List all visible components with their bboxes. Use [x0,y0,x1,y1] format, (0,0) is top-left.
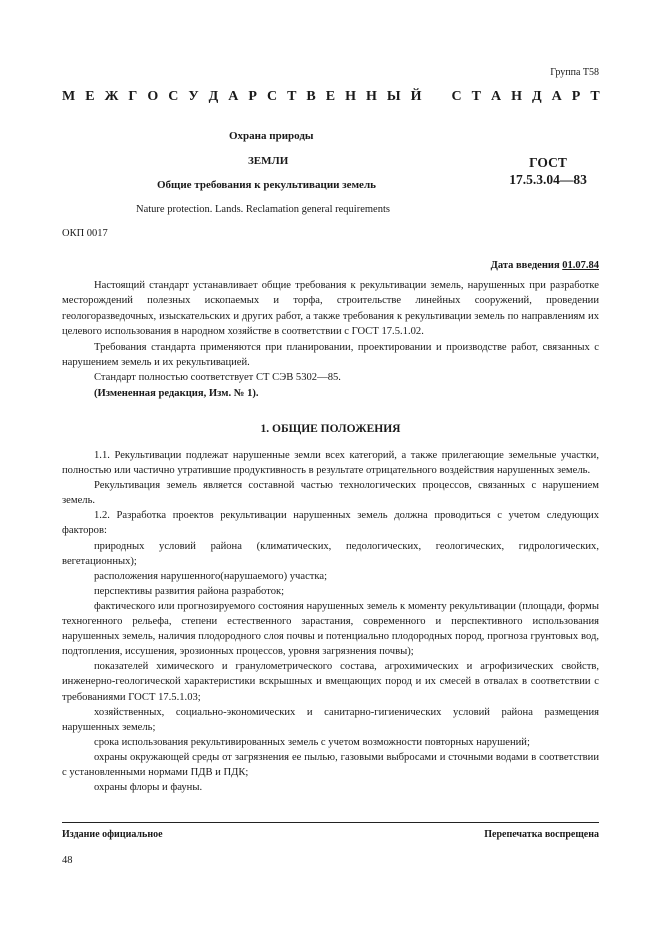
section-paragraph: Рекультивация земель является составной частью технологических процессов, связанных с нарушением земель. [62,480,599,507]
banner-letter: Ж [104,89,119,104]
section-paragraph: перспективы развития района разработок; [94,585,285,597]
banner-letter: Р [571,89,581,104]
title-line2: ЗЕМЛИ [248,155,289,167]
footer-official-edition: Издание официальное [62,829,163,840]
section-paragraph: срока использования рекультивированных земель с учетом возможности повторных нарушений; [94,736,530,748]
footer-reprint-notice: Перепечатка воспрещена [484,829,599,840]
banner-letter: М [62,89,76,104]
standard-banner [62,88,600,106]
gost-number: 17.5.3.04—83 [509,172,587,187]
banner-letter: В [306,89,316,104]
okp-code: ОКП 0017 [62,228,108,239]
banner-letter: А [551,89,562,104]
title-line3: Общие требования к рекультивации земель [157,179,376,191]
section-paragraph: 1.1. Рекультивации подлежат нарушенные земли всех категорий, а также прилегающие земельные участки, полностью или частично утратившие продуктивность в результате отрицательного воздействия нарушенных земель. [62,450,599,477]
banner-letter: С [451,89,462,104]
banner-letter: Е [85,89,95,104]
banner-letter: А [228,89,239,104]
banner-letter: Т [590,89,600,104]
banner-letter: А [491,89,502,104]
section1-text [62,448,599,795]
banner-letter: Д [208,89,219,104]
banner-letter: Т [287,89,297,104]
banner-letter: Ы [386,89,401,104]
group-label: Группа Т58 [550,67,599,78]
intro-paragraph: Настоящий стандарт устанавливает общие требования к рекультивации земель, нарушенных при разработке месторождений полезных ископаемых и торфа, строительстве линейных сооружений, проведении геологоразведочных, изыскательских и других работ, а также требования к рекультивации земель по направлениям их целевого использования в народном хозяйстве в соответствии с ГОСТ 17.5.1.02. [62,280,599,338]
banner-letter: Р [248,89,257,104]
banner-letter: Н [345,89,356,104]
footer-divider [62,822,599,823]
banner-letter: О [147,89,159,104]
section-paragraph: охраны окружающей среды от загрязнения ее пылью, газовыми выбросами и сточными водами в соответствии с установленными нормами ПДВ и ПДК; [62,751,599,778]
banner-letter: Г [128,89,138,104]
banner-letter: Т [471,89,481,104]
page-number: 48 [62,855,73,866]
section-paragraph: 1.2. Разработка проектов рекультивации нарушенных земель должна проводиться с учетом следующих факторов: [62,510,599,537]
banner-letter: С [168,89,179,104]
banner-letter: Е [325,89,336,104]
intro-paragraph: Стандарт полностью соответствует СТ СЭВ 5302—85. [94,372,341,384]
section-paragraph: охраны флоры и фауны. [94,782,203,794]
gost-designation [505,154,591,188]
section-heading: 1. ОБЩИЕ ПОЛОЖЕНИЯ [260,423,401,435]
section-paragraph: природных условий района (климатических, педологических, геологических, гидрологических, вегетационных); [62,540,599,567]
section-paragraph: показателей химического и гранулометрического состава, агрохимических и агрофизических свойств, инженерно-геологической характеристики вскрышных и вмещающих пород и их смесей в отвалах в соответствии с требованиями ГОСТ 17.5.1.03; [62,661,599,703]
section-paragraph: расположения нарушенного(нарушаемого) участка; [94,570,328,582]
section-paragraph: хозяйственных, социально-экономических и санитарно-гигиенических условий района размещения нарушенных земель; [62,706,599,733]
banner-letter: С [266,89,278,104]
banner-letter: Н [366,89,377,104]
introduction-date [491,260,599,271]
title-english: Nature protection. Lands. Reclamation general requirements [136,204,390,215]
date-value: 01.07.84 [562,260,599,271]
banner-letter: Д [532,89,542,104]
intro-revision: (Измененная редакция, Изм. № 1). [94,387,259,399]
section-paragraph: фактического или прогнозируемого состояния нарушенных земель к моменту рекультивации (площади, формы техногенного рельефа, степени естественного зарастания, современного и перспективного использования нарушенных земель, наличия плодородного слоя почвы и потенциально плодородных пород, прогноза грунтовых вод, подтопления, иссушения, эрозионных процессов, уровня загрязнения почвы); [62,600,599,658]
intro-text [62,278,599,401]
gost-label: ГОСТ [529,155,567,170]
title-line1: Охрана природы [229,130,314,142]
banner-letter: Н [511,89,523,104]
banner-letter: Й [410,89,422,104]
banner-letter: У [188,89,199,104]
date-label: Дата введения [490,260,560,271]
intro-paragraph: Требования стандарта применяются при планировании, проектировании и производстве работ, связанных с нарушением земель и их рекультивацией. [62,341,599,369]
